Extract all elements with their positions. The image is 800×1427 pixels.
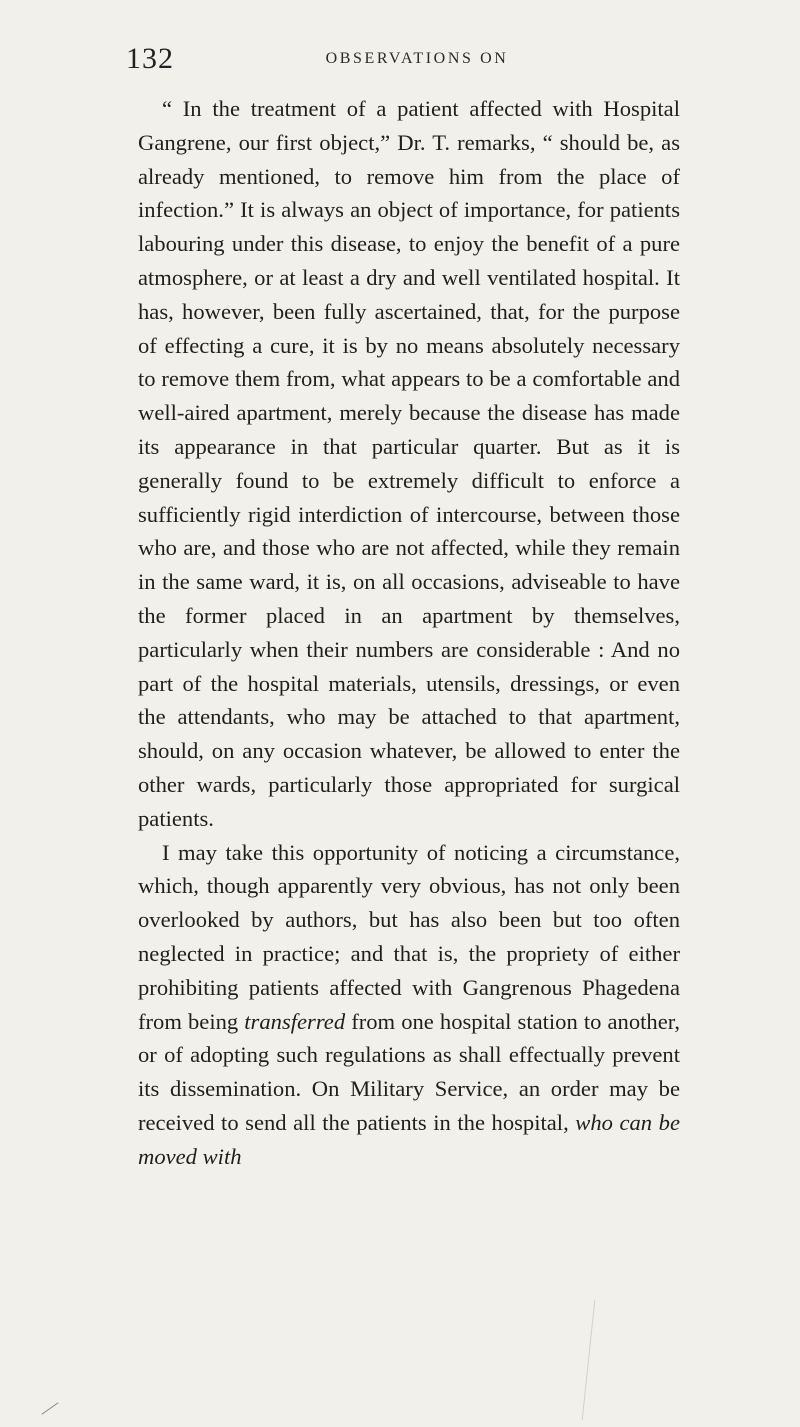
paragraph-2	[138, 836, 680, 1174]
page-number: 132	[126, 42, 174, 75]
paragraph-text: “ In the treatment of a patient affected with Hospital Gangrene, our first object,” Dr. T. remarks, “ should be, as already mentioned, to remove him from the place of infection.” It is always an object of importance, for patients labouring under this disease, to enjoy the benefit of a pure atmosphere, or at least a dry and well ventilated hospital. It has, however, been fully ascertained, that, for the purpose of effecting a cure, it is by no means absolutely necessary to remove them from, what appears to be a comfortable and well-aired apartment, merely because the disease has made its appearance in that particular quarter. But as it is generally found to be extremely difficult to enforce a sufficiently rigid interdiction of intercourse, between those who are, and those who are not affected, while they remain in the same ward, it is, on all occasions, adviseable to have the former placed in an apartment by themselves, particularly when their numbers are considerable : And no part of the hospital materials, utensils, dressings, or even the attendants, who may be attached to that apartment, should, on any occasion whatever, be allowed to enter the other wards, particularly those appropriated for surgical patients.	[138, 96, 680, 831]
italic-phrase: transferred	[244, 1008, 346, 1034]
italic-phrase: who can be moved with	[138, 1109, 680, 1169]
running-title: OBSERVATIONS ON	[325, 50, 509, 67]
paragraph-text: from one hospital station to another, or of adopting such regulations as shall effectually prevent its dissemination. On Military Service, an order may be received to send all the patients in the hospital,	[138, 1008, 680, 1135]
paragraph-1	[138, 92, 680, 836]
paragraph-text: I may take this opportunity of noticing a circumstance, which, though apparently very obvious, has not only been overlooked by authors, but has also been but too often neglected in practice; and that is, the propriety of either prohibiting patients affected with Gangrenous Phagedena from being	[138, 839, 680, 1034]
body-text	[138, 92, 680, 1174]
show-through-mark	[522, 1300, 596, 1420]
corner-mark	[42, 1402, 59, 1414]
